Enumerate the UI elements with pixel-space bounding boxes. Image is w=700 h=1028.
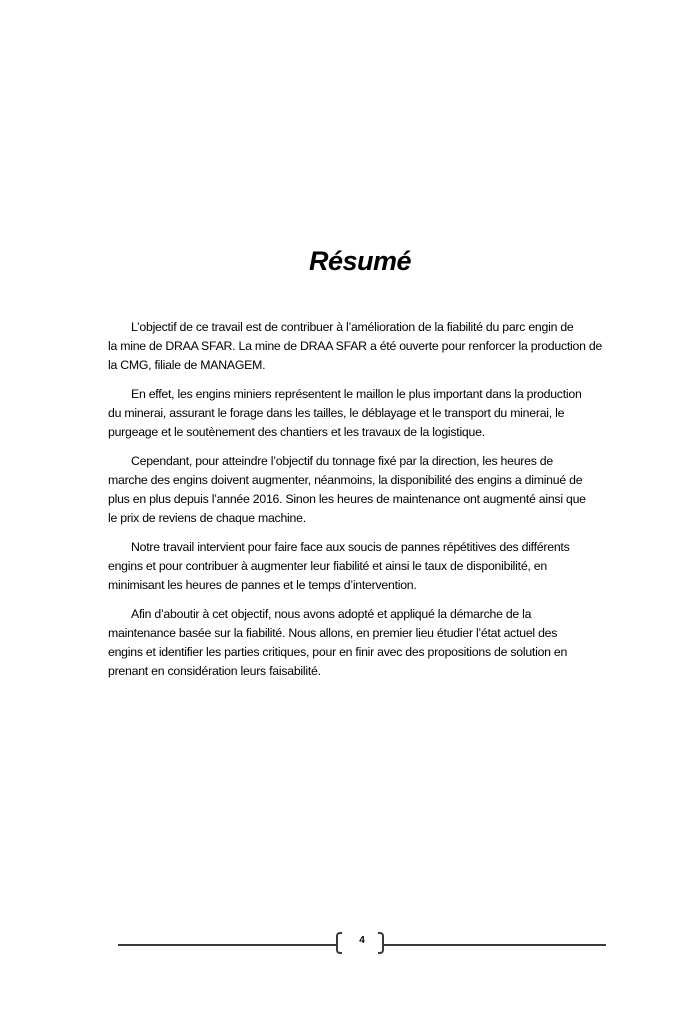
text-line: du minerai, assurant le forage dans les tailles, le déblayage et le transport du minerai, le [108,406,565,420]
text-line: prenant en considération leurs faisabilité. [108,664,321,678]
text-line: le prix de reviens de chaque machine. [108,511,306,525]
text-line: engins et identifier les parties critiques, pour en finir avec des propositions de solution en [108,645,568,659]
footer-bracket-left [336,932,342,954]
footer-rule-left [118,944,336,946]
text-line: Afin d’aboutir à cet objectif, nous avons adopté et appliqué la démarche de la [131,607,532,621]
text-line: purgeage et le soutènement des chantiers et les travaux de la logistique. [108,425,485,439]
text-line: marche des engins doivent augmenter, néanmoins, la disponibilité des engins a diminué de [108,473,583,487]
text-line: la CMG, filiale de MANAGEM. [108,358,266,372]
text-line: minimisant les heures de pannes et le temps d’intervention. [108,578,417,592]
text-line: engins et pour contribuer à augmenter leur fiabilité et ainsi le taux de disponibilité, en [108,559,547,573]
text-line: En effet, les engins miniers représentent le maillon le plus important dans la production [131,387,582,401]
text-line: plus en plus depuis l’année 2016. Sinon les heures de maintenance ont augmenté ainsi que [108,492,586,506]
paragraph [108,318,618,375]
text-line: L’objectif de ce travail est de contribuer à l’amélioration de la fiabilité du parc engin de [131,320,574,334]
abstract-body [108,318,618,691]
text-line: Notre travail intervient pour faire face aux soucis de pannes répétitives des différents [131,540,570,554]
page-title: Résumé [308,246,412,277]
footer-bracket-right [378,932,384,954]
paragraph [108,452,618,528]
text-line: la mine de DRAA SFAR. La mine de DRAA SFAR a été ouverte pour renforcer la production de [108,339,603,353]
page-number: 4 [359,935,365,946]
text-line: Cependant, pour atteindre l’objectif du tonnage fixé par la direction, les heures de [131,454,553,468]
paragraph [108,385,618,442]
page-footer [118,930,606,960]
text-line: maintenance basée sur la fiabilité. Nous allons, en premier lieu étudier l’état actuel des [108,626,558,640]
footer-rule-right [384,944,606,946]
paragraph [108,605,618,681]
paragraph [108,538,618,595]
